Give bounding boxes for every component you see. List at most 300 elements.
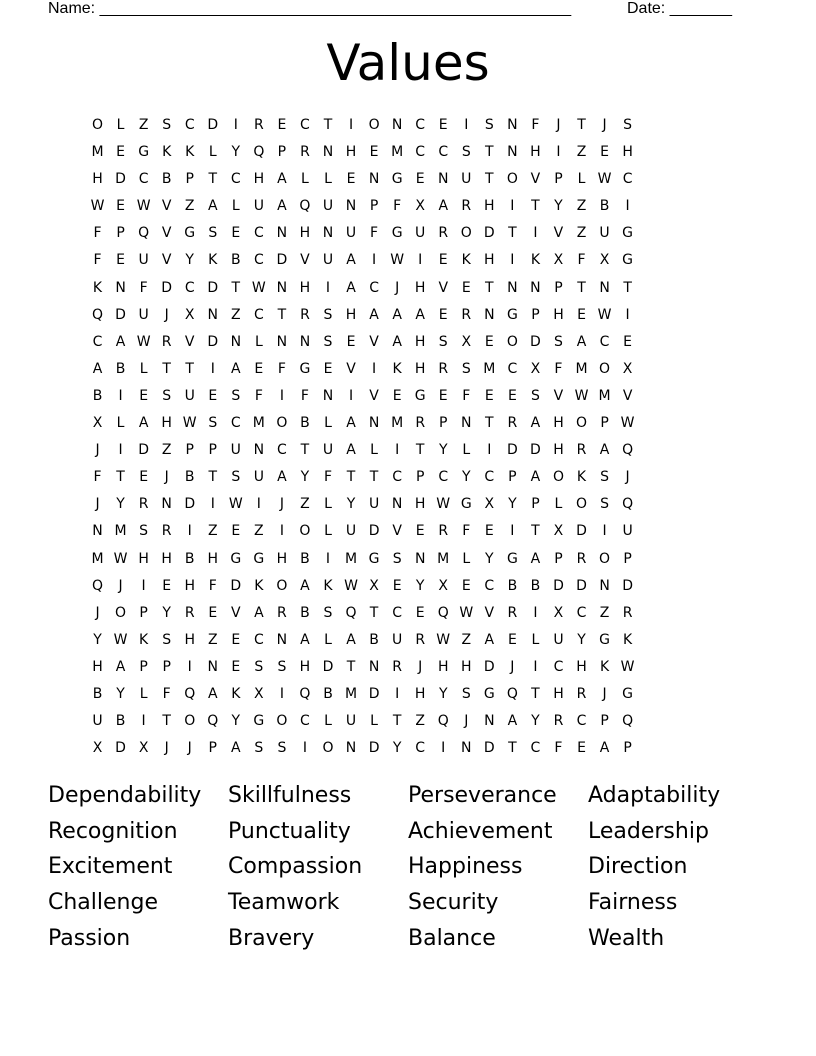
grid-letter: Z [576, 198, 587, 215]
grid-letter: N [115, 279, 126, 296]
grid-letter: D [483, 225, 495, 242]
grid-letter: W [574, 387, 589, 404]
grid-letter: D [368, 685, 380, 702]
grid-letter: E [162, 577, 172, 594]
grid-letter: J [510, 658, 515, 675]
grid-letter: O [575, 415, 588, 432]
grid-letter: R [253, 117, 264, 133]
grid-letter: N [507, 144, 518, 161]
grid-letter: K [599, 658, 610, 675]
grid-letter: A [346, 442, 356, 459]
grid-letter: G [253, 713, 265, 730]
grid-letter: P [277, 144, 287, 161]
grid-letter: A [392, 306, 402, 323]
grid-letter: C [530, 740, 541, 757]
grid-letter: T [531, 523, 540, 540]
grid-letter: R [277, 604, 287, 621]
grid-letter: X [92, 415, 103, 432]
grid-letter: S [162, 387, 172, 404]
grid-letter: G [460, 496, 472, 513]
grid-letter: U [622, 523, 633, 540]
grid-letter: S [208, 415, 218, 432]
grid-letter: Y [438, 685, 448, 702]
grid-letter: M [114, 523, 127, 540]
grid-letter: C [599, 333, 610, 350]
grid-letter: I [141, 577, 146, 594]
grid-letter: H [138, 550, 149, 567]
grid-letter: J [187, 740, 192, 757]
grid-letter: D [622, 577, 633, 594]
grid-letter: C [438, 469, 449, 486]
grid-letter: V [346, 360, 356, 377]
grid-letter: T [277, 306, 287, 323]
grid-letter: R [161, 333, 172, 350]
grid-letter: E [116, 252, 125, 269]
grid-letter: L [370, 442, 378, 459]
grid-letter: V [161, 225, 172, 242]
grid-letter: A [507, 713, 518, 730]
grid-letter: O [460, 225, 472, 242]
grid-letter: S [254, 658, 264, 675]
grid-letter: K [185, 144, 195, 161]
grid-letter: D [483, 740, 495, 757]
grid-letter: H [207, 550, 219, 567]
grid-letter: Z [207, 631, 218, 648]
grid-letter: N [391, 117, 403, 133]
grid-letter: N [276, 279, 288, 296]
grid-letter: W [436, 496, 451, 513]
grid-letter: P [439, 415, 448, 432]
grid-letter: J [95, 604, 100, 621]
grid-letter: V [300, 252, 310, 269]
grid-letter: B [115, 360, 126, 377]
grid-letter: N [368, 415, 380, 432]
grid-letter: Y [116, 496, 125, 513]
grid-letter: S [461, 144, 471, 161]
grid-letter: E [231, 631, 241, 648]
grid-letter: S [392, 550, 402, 567]
grid-letter: N [161, 496, 172, 513]
grid-letter: U [415, 225, 426, 242]
grid-letter: D [553, 577, 564, 594]
grid-letter: I [510, 198, 515, 215]
grid-letter: O [276, 713, 288, 730]
grid-letter: G [368, 550, 380, 567]
grid-row [86, 518, 639, 545]
grid-letter: X [92, 740, 103, 757]
grid-letter: C [392, 604, 403, 621]
grid-letter: G [622, 225, 634, 242]
grid-letter: B [599, 198, 610, 215]
grid-letter: B [323, 685, 333, 702]
grid-row [86, 681, 639, 708]
grid-letter: D [115, 740, 126, 757]
grid-letter: I [625, 198, 630, 215]
grid-letter: G [391, 225, 403, 242]
grid-letter: I [441, 740, 446, 757]
grid-letter: L [139, 360, 148, 377]
grid-row [86, 247, 639, 274]
grid-letter: M [575, 360, 588, 377]
grid-letter: H [299, 658, 311, 675]
grid-letter: X [484, 496, 495, 513]
grid-letter: C [369, 279, 379, 296]
grid-letter: T [485, 279, 494, 296]
grid-letter: Z [576, 144, 587, 161]
grid-letter: T [392, 713, 402, 730]
grid-letter: A [346, 252, 356, 269]
grid-letter: J [625, 469, 630, 486]
grid-letter: D [115, 171, 126, 188]
grid-letter: T [508, 225, 517, 242]
grid-letter: C [300, 713, 310, 730]
grid-letter: X [553, 523, 564, 540]
grid-letter: D [506, 442, 518, 459]
grid-letter: S [254, 740, 264, 757]
grid-letter: C [230, 171, 241, 188]
grid-letter: I [533, 225, 538, 242]
grid-letter: V [622, 387, 633, 404]
grid-letter: E [139, 387, 149, 404]
grid-letter: C [253, 252, 264, 269]
grid-letter: H [92, 658, 103, 675]
grid-letter: A [254, 604, 264, 621]
grid-row [86, 356, 639, 383]
grid-letter: N [207, 306, 218, 323]
grid-letter: J [395, 279, 400, 296]
grid-letter: T [369, 469, 379, 486]
grid-letter: W [113, 550, 128, 567]
grid-letter: W [436, 631, 451, 648]
grid-letter: C [300, 117, 310, 133]
grid-letter: P [508, 469, 517, 486]
grid-letter: D [276, 252, 288, 269]
grid-letter: X [461, 333, 472, 350]
grid-letter: L [554, 496, 563, 513]
grid-letter: C [415, 144, 426, 161]
grid-letter: W [90, 198, 105, 215]
grid-letter: I [348, 387, 354, 404]
grid-letter: L [531, 631, 540, 648]
grid-letter: X [138, 740, 149, 757]
grid-letter: H [437, 658, 449, 675]
grid-letter: E [577, 740, 586, 757]
grid-letter: R [392, 658, 402, 675]
grid-letter: E [461, 577, 471, 594]
grid-letter: E [438, 387, 448, 404]
grid-letter: A [346, 631, 356, 648]
grid-letter: W [182, 415, 197, 432]
grid-row [86, 735, 639, 762]
grid-letter: R [461, 198, 472, 215]
word-list-item: Security [408, 890, 499, 916]
grid-letter: E [507, 387, 517, 404]
grid-letter: E [438, 306, 448, 323]
grid-letter: U [322, 442, 334, 459]
grid-letter: D [368, 523, 380, 540]
grid-row [86, 275, 639, 302]
grid-letter: T [162, 713, 171, 730]
grid-letter: X [553, 604, 564, 621]
grid-row [86, 627, 639, 654]
grid-letter: E [231, 225, 241, 242]
word-list-item: Adaptability [588, 783, 721, 808]
grid-letter: R [415, 415, 426, 432]
grid-letter: I [256, 496, 261, 513]
grid-letter: E [116, 144, 125, 161]
grid-letter: D [207, 117, 219, 133]
grid-letter: J [164, 469, 169, 486]
grid-letter: Z [138, 117, 149, 133]
grid-letter: H [414, 685, 426, 702]
grid-letter: G [622, 685, 634, 702]
grid-letter: N [345, 740, 357, 757]
word-list-item: Direction [588, 854, 688, 880]
word-list-item: Excitement [48, 854, 173, 880]
grid-letter: Q [437, 604, 449, 621]
word-list-item: Punctuality [228, 818, 351, 844]
grid-letter: W [390, 252, 405, 269]
grid-letter: H [553, 306, 564, 323]
grid-letter: P [554, 279, 563, 296]
grid-letter: R [300, 144, 310, 161]
grid-letter: I [187, 523, 192, 540]
grid-letter: V [553, 225, 564, 242]
grid-letter: S [277, 658, 287, 675]
grid-letter: E [507, 631, 517, 648]
grid-letter: R [553, 713, 564, 730]
grid-letter: L [116, 415, 125, 432]
grid-letter: E [600, 144, 609, 161]
grid-letter: E [415, 604, 425, 621]
grid-letter: P [600, 713, 609, 730]
grid-letter: H [299, 225, 311, 242]
grid-letter: R [300, 306, 310, 323]
puzzle-title: Values [326, 34, 490, 92]
grid-letter: T [231, 279, 241, 296]
grid-letter: T [485, 171, 494, 188]
grid-letter: M [483, 360, 496, 377]
grid-letter: T [116, 469, 125, 486]
grid-letter: S [231, 387, 241, 404]
grid-letter: O [92, 117, 104, 133]
grid-letter: Q [138, 225, 150, 242]
grid-letter: T [508, 740, 517, 757]
grid-letter: Q [622, 442, 634, 459]
grid-letter: F [531, 117, 540, 133]
grid-letter: G [599, 631, 610, 648]
grid-letter: C [484, 577, 495, 594]
grid-letter: U [461, 171, 472, 188]
grid-letter: Y [508, 496, 517, 513]
grid-letter: Q [622, 496, 634, 513]
grid-letter: Q [92, 306, 104, 323]
word-list-item: Skillfulness [228, 783, 352, 808]
grid-letter: N [368, 171, 380, 188]
grid-letter: L [324, 496, 332, 513]
grid-letter: I [279, 523, 284, 540]
grid-letter: D [576, 523, 587, 540]
grid-letter: W [136, 198, 151, 215]
grid-letter: N [484, 713, 495, 730]
grid-letter: F [300, 387, 309, 404]
grid-letter: R [461, 306, 472, 323]
grid-row [86, 139, 639, 166]
grid-letter: B [92, 387, 103, 404]
grid-letter: Y [93, 631, 102, 648]
grid-letter: K [576, 469, 587, 486]
grid-letter: M [91, 550, 104, 567]
grid-letter: A [346, 279, 356, 296]
grid-letter: I [279, 387, 284, 404]
grid-letter: Y [461, 469, 471, 486]
grid-letter: K [162, 144, 172, 161]
grid-letter: S [162, 117, 172, 133]
grid-letter: Q [299, 198, 311, 215]
grid-letter: V [392, 523, 402, 540]
grid-letter: F [577, 252, 586, 269]
grid-letter: P [531, 496, 540, 513]
grid-row [86, 112, 639, 139]
grid-letter: Y [438, 442, 448, 459]
grid-letter: H [253, 171, 265, 188]
grid-letter: C [576, 713, 587, 730]
grid-letter: J [279, 496, 284, 513]
grid-letter: G [622, 252, 634, 269]
grid-letter: B [184, 469, 195, 486]
grid-letter: A [207, 685, 218, 702]
grid-letter: R [415, 631, 426, 648]
grid-letter: D [322, 658, 334, 675]
grid-letter: A [207, 198, 218, 215]
grid-letter: A [369, 306, 379, 323]
grid-letter: H [461, 658, 472, 675]
grid-letter: K [530, 252, 540, 269]
grid-letter: P [208, 740, 217, 757]
grid-letter: K [461, 252, 471, 269]
grid-letter: W [228, 496, 243, 513]
grid-letter: I [325, 550, 331, 567]
grid-letter: H [414, 279, 426, 296]
grid-letter: I [487, 442, 492, 459]
grid-letter: Y [554, 198, 563, 215]
grid-letter: N [230, 333, 242, 350]
grid-letter: U [92, 713, 103, 730]
grid-letter: U [253, 469, 264, 486]
grid-letter: Z [231, 306, 241, 323]
grid-letter: Q [506, 685, 518, 702]
grid-letter: I [625, 306, 630, 323]
grid-letter: I [325, 279, 331, 296]
grid-letter: S [323, 604, 333, 621]
grid-letter: X [415, 198, 425, 215]
grid-letter: U [553, 631, 564, 648]
grid-letter: C [184, 279, 195, 296]
grid-row [86, 383, 639, 410]
grid-letter: N [461, 415, 472, 432]
grid-letter: D [207, 333, 219, 350]
word-list-item: Balance [408, 925, 496, 951]
grid-letter: A [530, 550, 541, 567]
grid-letter: X [530, 360, 541, 377]
grid-letter: D [230, 577, 242, 594]
grid-letter: K [92, 279, 103, 296]
grid-letter: Y [185, 252, 194, 269]
grid-letter: F [93, 225, 102, 242]
grid-letter: P [554, 550, 563, 567]
grid-letter: X [369, 577, 379, 594]
grid-letter: D [483, 658, 495, 675]
grid-letter: Q [253, 144, 265, 161]
grid-letter: F [139, 279, 148, 296]
grid-letter: A [530, 415, 541, 432]
grid-letter: S [600, 496, 609, 513]
grid-letter: W [597, 171, 612, 188]
grid-letter: N [207, 658, 218, 675]
grid-letter: P [369, 198, 379, 215]
grid-letter: T [623, 279, 632, 296]
grid-letter: T [323, 117, 333, 133]
word-list-item: Passion [48, 925, 131, 951]
grid-letter: I [395, 442, 400, 459]
grid-letter: N [599, 577, 610, 594]
grid-letter: N [437, 171, 449, 188]
grid-letter: I [118, 387, 123, 404]
grid-letter: F [393, 198, 402, 215]
grid-letter: E [116, 198, 125, 215]
grid-letter: T [300, 442, 310, 459]
grid-letter: B [300, 604, 310, 621]
grid-letter: O [575, 496, 588, 513]
grid-letter: L [139, 685, 148, 702]
grid-letter: O [599, 550, 611, 567]
grid-letter: R [138, 496, 149, 513]
grid-letter: U [230, 442, 241, 459]
date-field-label: Date: _______ [627, 0, 732, 17]
grid-letter: K [231, 685, 241, 702]
grid-row [86, 302, 639, 329]
grid-letter: H [576, 658, 587, 675]
grid-letter: P [116, 225, 125, 242]
grid-letter: D [115, 306, 126, 323]
word-list-item: Dependability [48, 783, 202, 808]
grid-letter: I [395, 685, 400, 702]
grid-letter: E [369, 144, 379, 161]
grid-letter: G [391, 171, 403, 188]
grid-letter: N [299, 333, 311, 350]
grid-letter: I [533, 604, 538, 621]
grid-letter: N [484, 306, 495, 323]
grid-letter: P [208, 442, 217, 459]
grid-letter: N [461, 740, 472, 757]
grid-letter: F [277, 360, 286, 377]
grid-letter: P [139, 604, 148, 621]
grid-letter: V [369, 333, 379, 350]
grid-letter: Q [345, 604, 357, 621]
grid-letter: I [210, 496, 215, 513]
grid-letter: N [276, 225, 288, 242]
grid-letter: H [553, 415, 564, 432]
grid-letter: E [392, 387, 402, 404]
grid-letter: J [464, 713, 469, 730]
grid-letter: Z [184, 198, 195, 215]
grid-letter: F [93, 252, 102, 269]
grid-letter: N [253, 442, 265, 459]
grid-letter: C [507, 360, 518, 377]
grid-letter: X [254, 685, 264, 702]
grid-letter: A [438, 198, 449, 215]
grid-letter: O [506, 171, 518, 188]
